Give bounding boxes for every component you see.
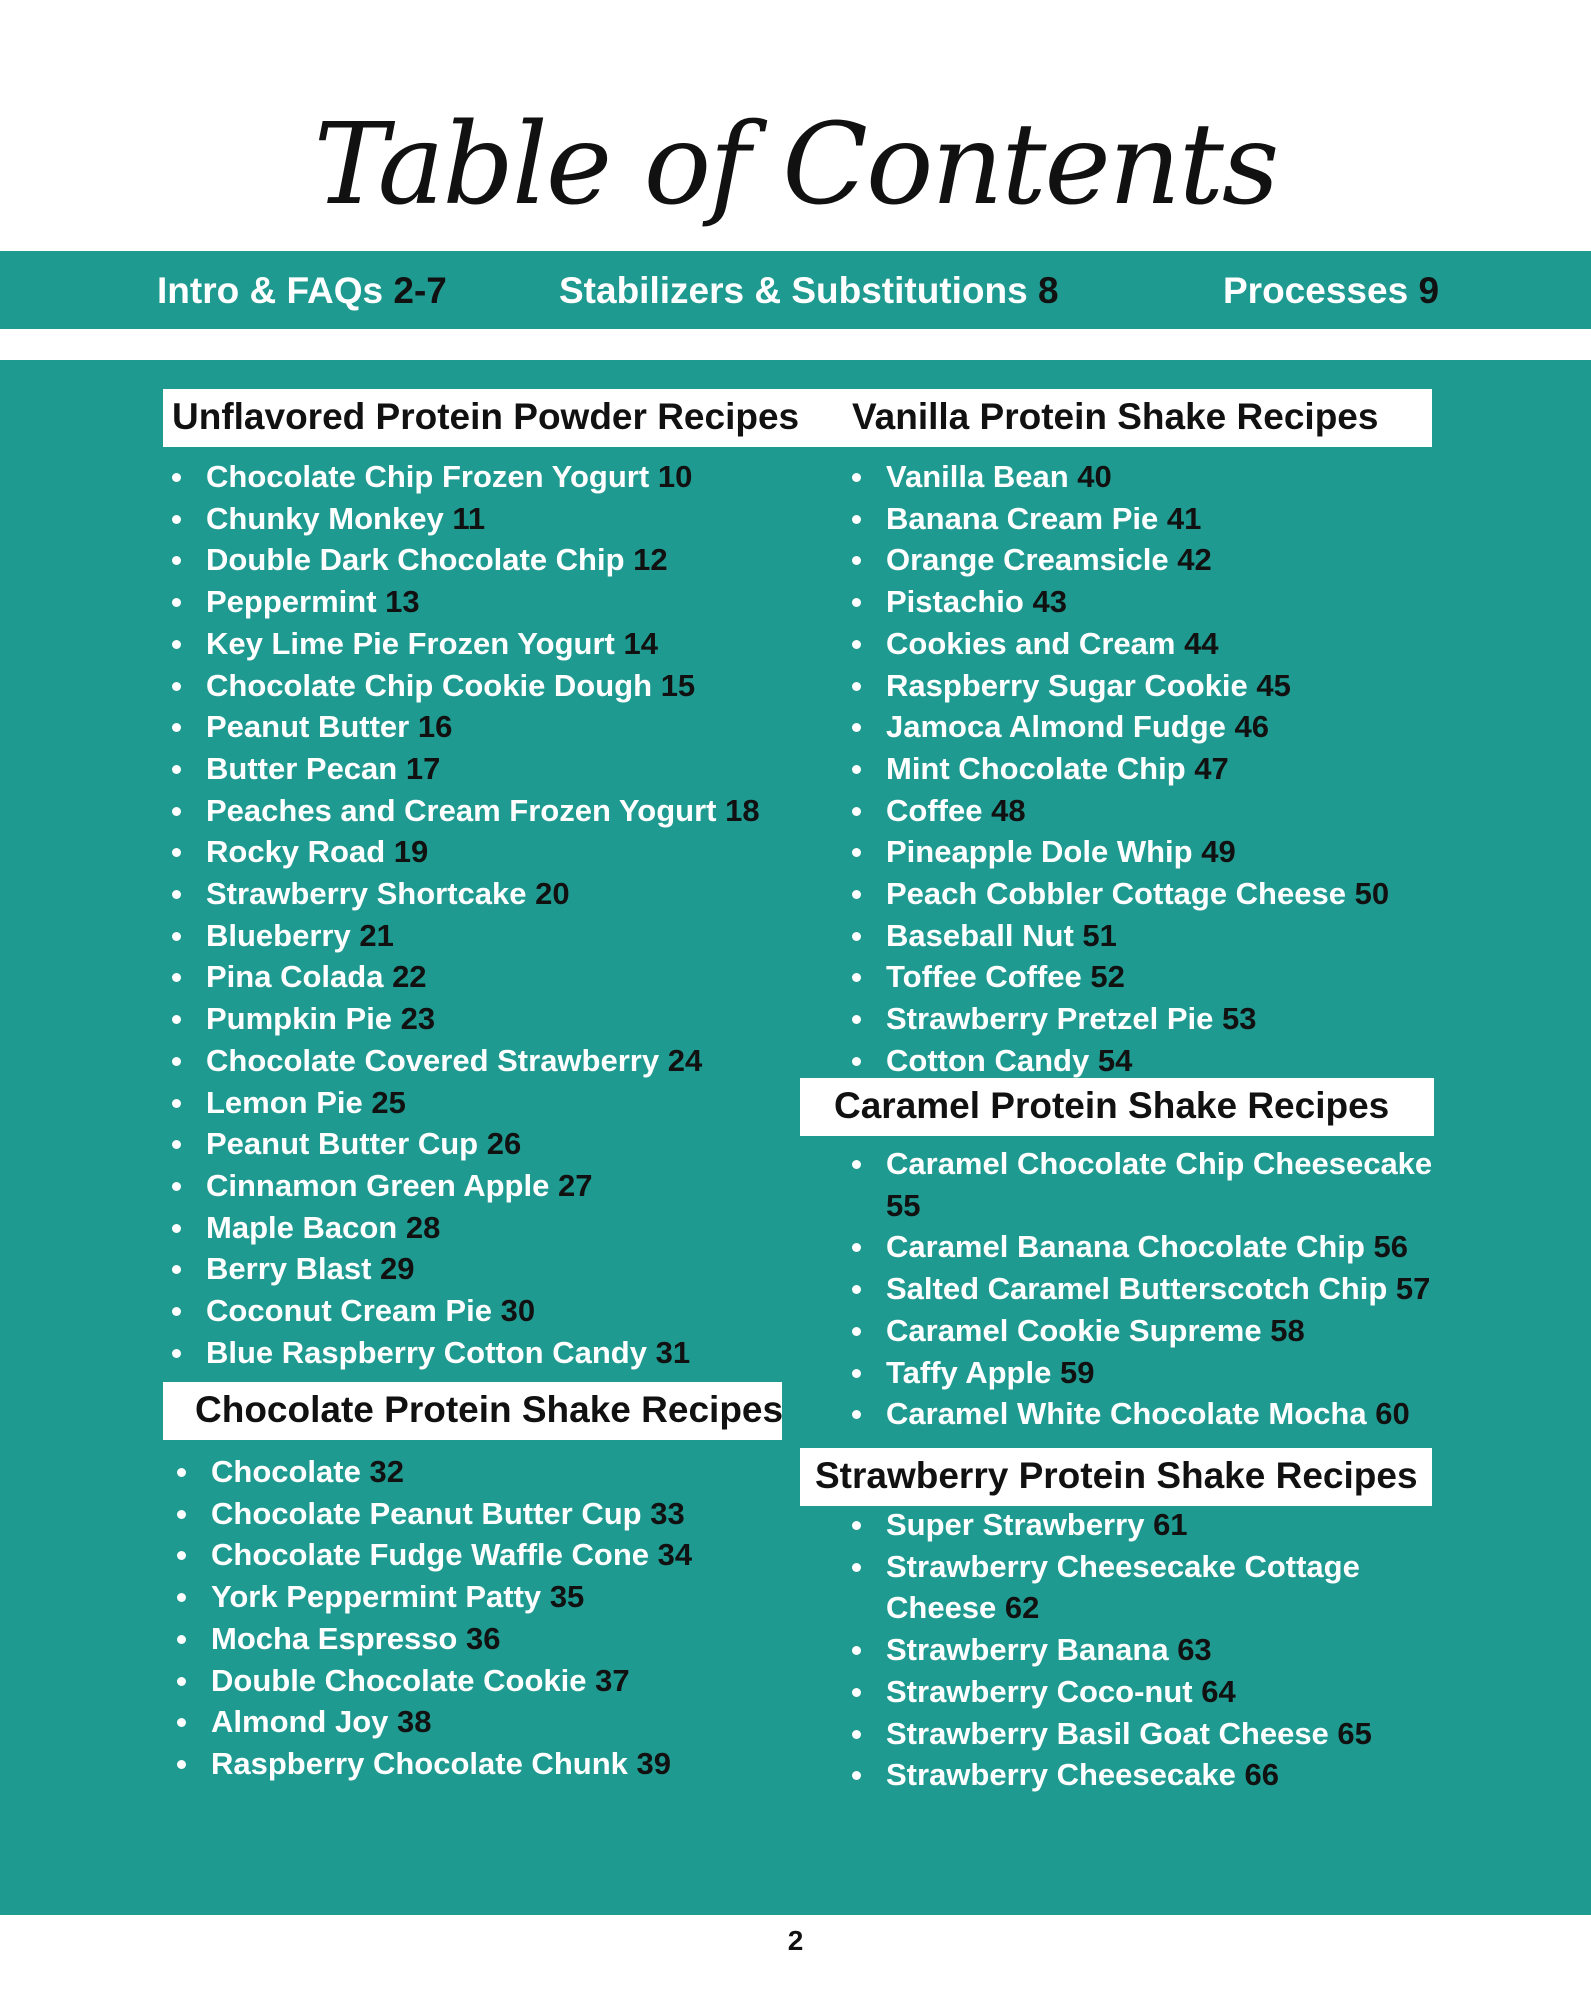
- toc-entry-page: 49: [1201, 834, 1236, 870]
- toc-entry-title: Cotton Candy: [886, 1042, 1090, 1078]
- toc-entry[interactable]: [175, 1451, 692, 1493]
- toc-entry-page: 54: [1097, 1042, 1133, 1078]
- toc-entry-page: 29: [380, 1251, 415, 1287]
- toc-entry-page: 31: [655, 1334, 691, 1370]
- toc-entry-page: 47: [1194, 750, 1229, 786]
- toc-entry-page: 62: [1004, 1590, 1040, 1626]
- toc-entry-page: 20: [535, 876, 570, 912]
- toc-entry[interactable]: [850, 581, 1389, 623]
- toc-entry-title: Blue Raspberry Cotton Candy: [206, 1334, 647, 1370]
- toc-entry[interactable]: [170, 790, 760, 832]
- toc-entry[interactable]: [170, 998, 760, 1040]
- toc-entry[interactable]: [850, 498, 1389, 540]
- toc-entry[interactable]: [170, 456, 760, 498]
- toc-entry-title: Strawberry Coco-nut: [886, 1673, 1193, 1709]
- toc-entry-title: Pina Colada: [206, 959, 384, 995]
- toc-entry[interactable]: [170, 1207, 760, 1249]
- toc-entry-page: 27: [557, 1167, 593, 1203]
- toc-entry-page: 37: [595, 1662, 630, 1698]
- toc-entry-title: Chunky Monkey: [206, 500, 444, 536]
- toc-entry-title: Almond Joy: [211, 1704, 389, 1740]
- toc-entry-title: Orange Creamsicle: [886, 542, 1169, 578]
- page-number: 2: [787, 1925, 804, 1956]
- toc-entry-page: 65: [1337, 1715, 1372, 1751]
- toc-entry-title: Baseball Nut: [886, 917, 1074, 953]
- section-heading-unflavored: Unflavored Protein Powder Recipes: [172, 396, 800, 437]
- section-nav-bar: [0, 251, 1591, 329]
- toc-entry[interactable]: [170, 1165, 760, 1207]
- toc-entry[interactable]: [175, 1618, 692, 1660]
- toc-entry-page: 40: [1077, 459, 1112, 494]
- toc-entry-page: 14: [623, 625, 658, 661]
- toc-entry[interactable]: [850, 998, 1389, 1040]
- toc-entry-page: 58: [1270, 1312, 1305, 1348]
- toc-entry-page: 18: [725, 792, 760, 828]
- toc-entry-page: 45: [1256, 667, 1291, 703]
- toc-entry[interactable]: [850, 915, 1389, 957]
- top-section-headers: [163, 389, 1432, 447]
- nav-item-processes[interactable]: [1223, 269, 1439, 313]
- toc-entry-title: Banana Cream Pie: [886, 500, 1159, 536]
- toc-entry[interactable]: [170, 1248, 760, 1290]
- toc-entry-page: 43: [1032, 584, 1067, 620]
- toc-entry-page: 56: [1373, 1229, 1409, 1265]
- list-vanilla: [850, 456, 1389, 1082]
- toc-entry-title: Chocolate Chip Frozen Yogurt: [206, 459, 650, 494]
- toc-entry[interactable]: [850, 1143, 1446, 1226]
- toc-entry-title: York Peppermint Patty: [211, 1579, 542, 1615]
- toc-entry[interactable]: [170, 956, 760, 998]
- toc-entry-page: 24: [667, 1042, 703, 1078]
- toc-entry-page: 12: [633, 542, 668, 578]
- toc-entry[interactable]: [850, 1629, 1446, 1671]
- toc-entry[interactable]: [850, 790, 1389, 832]
- toc-entry-title: Peaches and Cream Frozen Yogurt: [206, 792, 717, 828]
- toc-entry-title: Caramel Cookie Supreme: [886, 1312, 1262, 1348]
- toc-entry-title: Chocolate Peanut Butter Cup: [211, 1495, 642, 1531]
- toc-entry[interactable]: [170, 915, 760, 957]
- toc-entry-title: Strawberry Pretzel Pie: [886, 1001, 1214, 1037]
- toc-entry[interactable]: [850, 873, 1389, 915]
- toc-entry-page: 38: [397, 1704, 432, 1740]
- toc-entry-title: Coffee: [886, 792, 983, 828]
- toc-entry[interactable]: [175, 1660, 692, 1702]
- toc-entry-title: Super Strawberry: [886, 1507, 1145, 1542]
- toc-entry-title: Pistachio: [886, 584, 1024, 620]
- toc-entry-page: 42: [1177, 542, 1212, 578]
- toc-entry[interactable]: [850, 1226, 1446, 1268]
- list-strawberry: [850, 1504, 1446, 1796]
- toc-entry-page: 36: [466, 1620, 501, 1656]
- toc-entry[interactable]: [850, 1546, 1446, 1629]
- toc-entry-title: Pineapple Dole Whip: [886, 834, 1193, 870]
- toc-entry[interactable]: [170, 748, 760, 790]
- toc-entry-page: 61: [1153, 1507, 1188, 1542]
- toc-entry[interactable]: [850, 1268, 1446, 1310]
- toc-entry-title: Jamoca Almond Fudge: [886, 709, 1226, 745]
- toc-entry-page: 23: [400, 1001, 436, 1037]
- toc-entry-page: 46: [1234, 709, 1270, 745]
- toc-entry-title: Mocha Espresso: [211, 1620, 458, 1656]
- toc-entry-title: Strawberry Cheesecake: [886, 1757, 1236, 1793]
- toc-entry-title: Lemon Pie: [206, 1084, 363, 1120]
- toc-entry-page: 25: [371, 1084, 406, 1120]
- toc-entry[interactable]: [170, 539, 760, 581]
- nav-label: Intro & FAQs: [157, 270, 384, 311]
- toc-entry[interactable]: [850, 1671, 1446, 1713]
- nav-page: 8: [1038, 270, 1059, 311]
- toc-entry-page: 64: [1201, 1673, 1236, 1709]
- toc-entry[interactable]: [850, 831, 1389, 873]
- toc-entry-title: Caramel Banana Chocolate Chip: [886, 1229, 1365, 1265]
- toc-entry-title: Strawberry Banana: [886, 1632, 1169, 1668]
- toc-entry-title: Raspberry Chocolate Chunk: [211, 1745, 628, 1781]
- toc-entry-title: Caramel Chocolate Chip Cheesecake: [886, 1146, 1433, 1181]
- toc-entry-title: Double Dark Chocolate Chip: [206, 542, 625, 578]
- toc-entry-title: Blueberry: [206, 917, 351, 953]
- nav-label: Processes: [1223, 270, 1409, 311]
- toc-entry-title: Cinnamon Green Apple: [206, 1167, 550, 1203]
- toc-entry-title: Toffee Coffee: [886, 959, 1082, 995]
- toc-entry-page: 35: [549, 1579, 585, 1615]
- toc-entry-page: 22: [392, 959, 427, 995]
- nav-item-intro[interactable]: [157, 269, 447, 313]
- section-heading-chocolate: Chocolate Protein Shake Recipes: [163, 1382, 782, 1440]
- toc-entry[interactable]: [175, 1701, 692, 1743]
- toc-entry[interactable]: [850, 748, 1389, 790]
- toc-entry[interactable]: [170, 1082, 760, 1124]
- toc-entry-title: Key Lime Pie Frozen Yogurt: [206, 625, 624, 661]
- toc-entry[interactable]: [850, 456, 1389, 498]
- toc-entry-title: Strawberry Cheesecake Cottage Cheese: [886, 1548, 1360, 1626]
- toc-entry[interactable]: [175, 1493, 692, 1535]
- toc-entry-title: Salted Caramel Butterscotch Chip: [886, 1271, 1388, 1307]
- toc-entry[interactable]: [170, 873, 760, 915]
- toc-entry-title: Cookies and Cream: [886, 625, 1176, 661]
- toc-entry-title: Pumpkin Pie: [206, 1001, 393, 1037]
- toc-entry-title: Taffy Apple: [886, 1354, 1052, 1390]
- toc-entry-page: 41: [1166, 500, 1202, 536]
- toc-entry[interactable]: [850, 623, 1389, 665]
- toc-entry[interactable]: [850, 1352, 1446, 1394]
- toc-entry-title: Peanut Butter: [206, 709, 410, 745]
- section-heading-vanilla: Vanilla Protein Shake Recipes: [852, 396, 1379, 437]
- toc-entry[interactable]: [170, 1332, 760, 1374]
- toc-entry-title: Mint Chocolate Chip: [886, 750, 1186, 786]
- toc-entry-title: Peanut Butter Cup: [206, 1126, 479, 1162]
- toc-entry-page: 32: [369, 1454, 404, 1489]
- toc-entry[interactable]: [170, 581, 760, 623]
- toc-entry-title: Rocky Road: [206, 834, 386, 870]
- toc-entry-title: Butter Pecan: [206, 750, 398, 786]
- toc-entry-page: 48: [991, 792, 1026, 828]
- toc-entry-page: 66: [1244, 1757, 1279, 1793]
- list-caramel: [850, 1143, 1446, 1435]
- toc-entry-page: 11: [452, 500, 486, 536]
- toc-entry-page: 63: [1177, 1632, 1212, 1668]
- toc-entry[interactable]: [170, 1040, 760, 1082]
- toc-entry[interactable]: [850, 665, 1389, 707]
- toc-entry-title: Chocolate Fudge Waffle Cone: [211, 1537, 650, 1573]
- toc-entry-page: 17: [405, 750, 441, 786]
- toc-entry[interactable]: [850, 956, 1389, 998]
- toc-entry-page: 30: [500, 1293, 536, 1329]
- toc-entry[interactable]: [170, 706, 760, 748]
- toc-entry-page: 26: [486, 1126, 522, 1162]
- toc-entry[interactable]: [850, 539, 1389, 581]
- toc-entry[interactable]: [170, 1123, 760, 1165]
- toc-entry-page: 39: [636, 1745, 671, 1781]
- toc-entry[interactable]: [175, 1534, 692, 1576]
- nav-item-stabilizers[interactable]: [559, 269, 1059, 313]
- nav-label: Stabilizers & Substitutions: [559, 270, 1028, 311]
- toc-entry-page: 21: [359, 917, 394, 953]
- toc-entry[interactable]: [850, 706, 1389, 748]
- toc-entry-title: Peppermint: [206, 584, 377, 620]
- toc-entry-page: 16: [417, 709, 453, 745]
- toc-entry-title: Strawberry Shortcake: [206, 876, 527, 912]
- toc-entry[interactable]: [850, 1713, 1446, 1755]
- toc-entry-title: Peach Cobbler Cottage Cheese: [886, 876, 1346, 912]
- toc-entry-page: 53: [1222, 1001, 1257, 1037]
- toc-entry-page: 15: [660, 667, 696, 703]
- toc-entry-title: Strawberry Basil Goat Cheese: [886, 1715, 1329, 1751]
- toc-entry[interactable]: [170, 1290, 760, 1332]
- toc-entry-page: 28: [405, 1209, 441, 1245]
- toc-entry[interactable]: [175, 1576, 692, 1618]
- toc-entry-page: 60: [1375, 1396, 1410, 1432]
- toc-entry-page: 57: [1395, 1271, 1431, 1307]
- nav-page: 2-7: [393, 270, 447, 311]
- toc-entry[interactable]: [175, 1743, 692, 1785]
- toc-entry-title: Double Chocolate Cookie: [211, 1662, 587, 1698]
- toc-entry-page: 10: [657, 459, 693, 494]
- toc-entry[interactable]: [850, 1310, 1446, 1352]
- toc-entry[interactable]: [850, 1393, 1446, 1435]
- toc-entry[interactable]: [170, 665, 760, 707]
- page-title: Table of Contents: [313, 100, 1278, 230]
- toc-entry-title: Raspberry Sugar Cookie: [886, 667, 1248, 703]
- toc-entry[interactable]: [850, 1040, 1389, 1082]
- toc-entry-title: Maple Bacon: [206, 1209, 398, 1245]
- toc-entry[interactable]: [170, 623, 760, 665]
- toc-entry[interactable]: [170, 498, 760, 540]
- toc-entry[interactable]: [850, 1754, 1446, 1796]
- list-chocolate: [175, 1451, 692, 1785]
- toc-entry-page: 51: [1082, 917, 1117, 953]
- section-heading-strawberry: Strawberry Protein Shake Recipes: [800, 1448, 1432, 1506]
- toc-entry-page: 33: [650, 1495, 685, 1531]
- toc-entry-title: Chocolate: [211, 1454, 361, 1489]
- toc-entry[interactable]: [850, 1504, 1446, 1546]
- toc-entry[interactable]: [170, 831, 760, 873]
- toc-entry-page: 50: [1354, 876, 1390, 912]
- toc-entry-title: Coconut Cream Pie: [206, 1293, 492, 1329]
- toc-entry-page: 34: [657, 1537, 693, 1573]
- section-heading-caramel: Caramel Protein Shake Recipes: [800, 1078, 1434, 1136]
- toc-entry-page: 19: [393, 834, 429, 870]
- toc-entry-title: Chocolate Chip Cookie Dough: [206, 667, 653, 703]
- nav-page: 9: [1418, 270, 1440, 311]
- toc-entry-title: Caramel White Chocolate Mocha: [886, 1396, 1367, 1432]
- toc-entry-page: 59: [1059, 1354, 1095, 1390]
- toc-entry-title: Berry Blast: [206, 1251, 372, 1287]
- toc-entry-page: 13: [385, 584, 420, 620]
- toc-entry-page: 44: [1184, 625, 1219, 661]
- toc-entry-title: Chocolate Covered Strawberry: [206, 1042, 660, 1078]
- list-unflavored: [170, 456, 760, 1373]
- toc-entry-page: 55: [886, 1187, 921, 1223]
- toc-entry-page: 52: [1090, 959, 1125, 995]
- toc-entry-title: Vanilla Bean: [886, 459, 1069, 494]
